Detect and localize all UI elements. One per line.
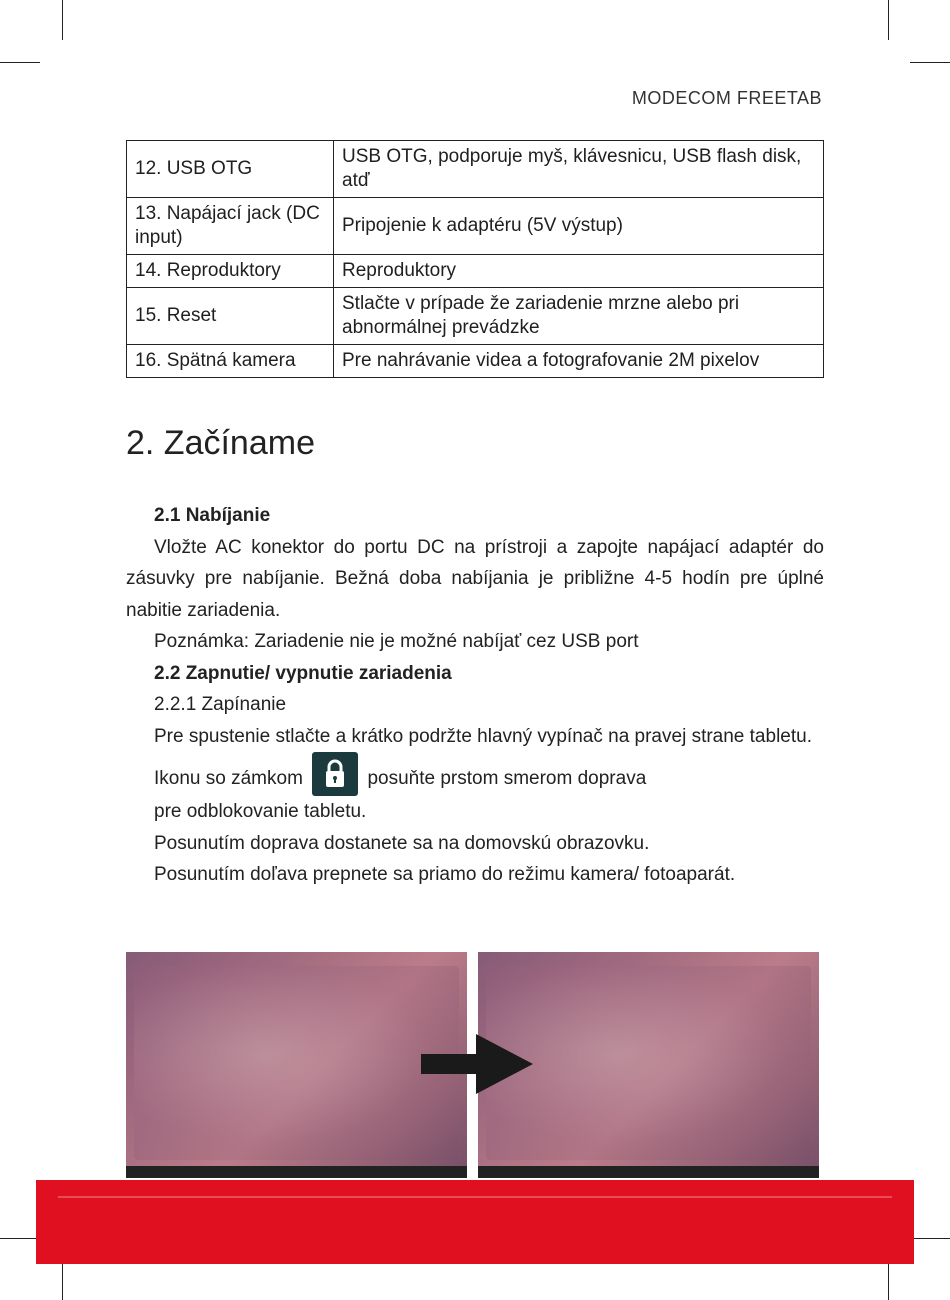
crop-mark <box>910 62 950 63</box>
table-row <box>127 198 824 255</box>
paragraph-lock <box>126 752 824 796</box>
spec-table <box>126 140 824 378</box>
running-header: MODECOM FREETAB <box>631 88 822 108</box>
table-cell-desc: Reproduktory <box>334 255 824 288</box>
lock-text-before: Ikonu so zámkom <box>154 768 303 789</box>
table-cell-label: 16. Spätná kamera <box>127 345 334 378</box>
lock-text-after: posuňte prstom smerom doprava <box>367 768 647 789</box>
lockscreen-screenshot <box>126 952 467 1178</box>
crop-mark <box>62 1262 63 1300</box>
crop-mark <box>0 62 40 63</box>
paragraph: Vložte AC konektor do portu DC na prístroji a zapojte napájací adaptér do zásuvky pre nabíjanie. Bežná doba nabíjania je približne 4-5 hodín pre úplné nabitie zariadenia. <box>126 536 824 621</box>
table-cell-desc: Pre nahrávanie videa a fotografovanie 2M pixelov <box>334 345 824 378</box>
body-text <box>126 500 824 891</box>
table-cell-desc: Pripojenie k adaptéru (5V výstup) <box>334 198 824 255</box>
crop-mark <box>62 0 63 40</box>
subsubsection-title: 2.2.1 Zapínanie <box>154 694 287 715</box>
table-row <box>127 345 824 378</box>
crop-mark <box>888 1262 889 1300</box>
table-row <box>127 141 824 198</box>
table-cell-desc: USB OTG, podporuje myš, klávesnicu, USB flash disk, atď <box>334 141 824 198</box>
lock-icon <box>312 752 358 796</box>
arrow-right-icon <box>421 1032 541 1096</box>
section-title: 2. Začíname <box>126 424 315 462</box>
table-cell-desc: Stlačte v prípade že zariadenie mrzne alebo pri abnormálnej prevádzke <box>334 288 824 345</box>
paragraph: Posunutím doprava dostanete sa na domovskú obrazovku. <box>154 832 650 854</box>
crop-mark <box>888 0 889 40</box>
table-cell-label: 13. Napájací jack (DC input) <box>127 198 334 255</box>
footer-band <box>36 1180 914 1264</box>
table-cell-label: 12. USB OTG <box>127 141 334 198</box>
crop-mark <box>0 1238 40 1239</box>
table-cell-label: 14. Reproduktory <box>127 255 334 288</box>
crop-mark <box>910 1238 950 1239</box>
paragraph: Posunutím doľava prepnete sa priamo do režimu kamera/ fotoaparát. <box>154 864 736 885</box>
subsection-title: 2.2 Zapnutie/ vypnutie zariadenia <box>154 662 452 684</box>
paragraph: pre odblokovanie tabletu. <box>154 801 367 822</box>
paragraph: Pre spustenie stlačte a krátko podržte hlavný vypínač na pravej strane tabletu. <box>154 725 812 747</box>
note: Poznámka: Zariadenie nie je možné nabíjať cez USB port <box>154 631 639 652</box>
screenshots <box>126 952 824 1178</box>
table-row <box>127 255 824 288</box>
table-cell-label: 15. Reset <box>127 288 334 345</box>
subsection-title: 2.1 Nabíjanie <box>154 505 271 526</box>
table-row <box>127 288 824 345</box>
